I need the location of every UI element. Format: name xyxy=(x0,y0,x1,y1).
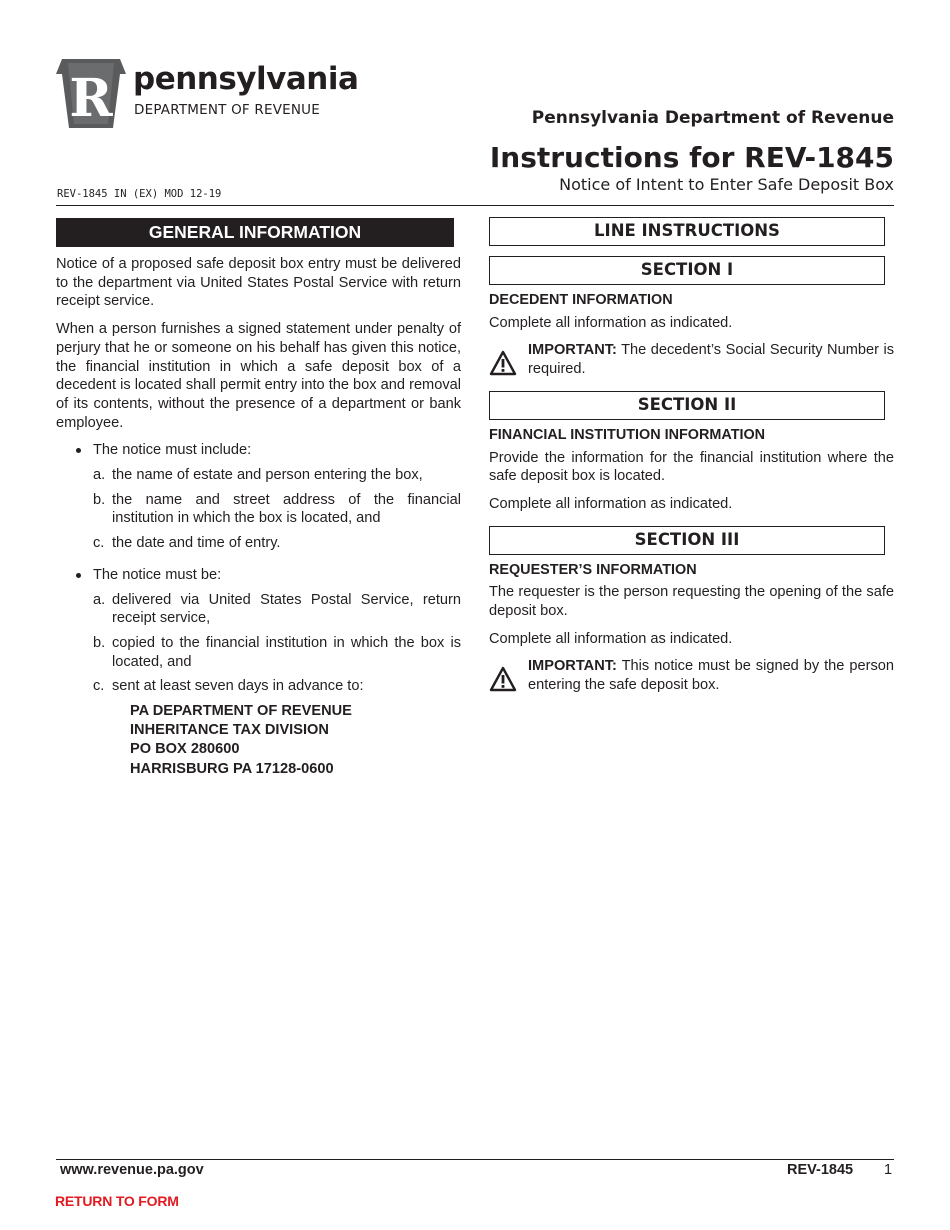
list-item xyxy=(56,491,461,528)
important-note-ssn xyxy=(489,341,894,378)
important-label: IMPORTANT: xyxy=(528,342,617,359)
page-title: Instructions for REV-1845 xyxy=(489,141,894,174)
line-instructions-heading: LINE INSTRUCTIONS xyxy=(489,217,885,246)
page-number: 1 xyxy=(884,1162,893,1178)
bullet-notice-include: The notice must include: xyxy=(56,441,461,460)
list-letter: a. xyxy=(93,591,106,608)
section-3-text-1: The requester is the person requesting the opening of the safe deposit box. xyxy=(489,584,894,620)
logo-wordmark: pennsylvania xyxy=(133,61,359,97)
address-line: HARRISBURG PA 17128-0600 xyxy=(130,760,334,777)
list-item-text: copied to the financial institution in which the box is located, and xyxy=(112,634,461,670)
warning-icon xyxy=(489,666,517,692)
important-text: The decedent’s Social Security Number is required. xyxy=(528,342,894,378)
section-3-text-2: Complete all information as indicated. xyxy=(489,630,733,647)
pa-revenue-logo xyxy=(56,59,359,129)
list-item-text: delivered via United States Postal Service, return receipt service, xyxy=(112,591,461,627)
footer-form-number: REV-1845 xyxy=(787,1162,854,1178)
section-2-text-1: Provide the information for the financial institution where the safe deposit box is located. xyxy=(489,449,894,485)
address-line: PA DEPARTMENT OF REVENUE xyxy=(130,703,352,720)
logo-subtitle: DEPARTMENT OF REVENUE xyxy=(134,102,320,118)
financial-institution-heading: FINANCIAL INSTITUTION INFORMATION xyxy=(489,426,766,443)
list-letter: a. xyxy=(93,467,106,484)
list-item xyxy=(56,591,461,628)
list-item xyxy=(56,466,461,485)
keystone-logo-icon xyxy=(56,59,126,128)
list-letter: c. xyxy=(93,535,105,552)
section-3-heading: SECTION III xyxy=(489,526,885,555)
list-letter: b. xyxy=(93,491,106,508)
decedent-information-heading: DECEDENT INFORMATION xyxy=(489,292,673,308)
list-item xyxy=(56,677,461,696)
general-information-heading: GENERAL INFORMATION xyxy=(56,218,454,247)
section-1-heading: SECTION I xyxy=(489,256,885,285)
general-paragraph-2: When a person furnishes a signed statement under penalty of perjury that he or someone on his behalf has given this notice, the financial institution in which a safe deposit box of a decedent is located shall permit entry into the box and removal of its contents, without the presence of a department or bank employee. xyxy=(56,321,461,431)
section-1-text: Complete all information as indicated. xyxy=(489,314,733,331)
requester-information-heading: REQUESTER’S INFORMATION xyxy=(489,561,697,578)
line-instructions-column xyxy=(489,217,894,695)
address-line: PO BOX 280600 xyxy=(130,741,240,758)
list-item-text: the date and time of entry. xyxy=(112,535,281,552)
page-subtitle: Notice of Intent to Enter Safe Deposit Box xyxy=(559,175,894,194)
general-information-column xyxy=(56,218,461,779)
return-to-form-link[interactable]: RETURN TO FORM xyxy=(55,1193,179,1209)
logo-letter: R xyxy=(69,68,113,128)
list-letter: c. xyxy=(93,678,105,695)
list-item-text: the name of estate and person entering the box, xyxy=(112,467,423,484)
important-label: IMPORTANT: xyxy=(528,658,617,675)
list-item xyxy=(56,534,461,553)
mailing-address xyxy=(56,702,461,779)
general-paragraph-1: Notice of a proposed safe deposit box entry must be delivered to the department via United States Postal Service with return receipt service. xyxy=(56,256,461,310)
address-line: INHERITANCE TAX DIVISION xyxy=(130,722,329,739)
list-letter: b. xyxy=(93,634,106,651)
important-note-signature xyxy=(489,657,894,694)
list-item-text: the name and street address of the financial institution in which the box is located, and xyxy=(112,491,461,527)
header-divider xyxy=(56,205,894,206)
list-item xyxy=(56,634,461,671)
form-revision-code: REV-1845 IN (EX) MOD 12-19 xyxy=(57,188,222,200)
footer-divider xyxy=(56,1159,894,1160)
section-2-text-2: Complete all information as indicated. xyxy=(489,495,733,512)
bullet-notice-must-be: The notice must be: xyxy=(56,566,461,585)
section-2-heading: SECTION II xyxy=(489,391,885,420)
important-text: This notice must be signed by the person entering the safe deposit box. xyxy=(528,658,894,694)
department-name: Pennsylvania Department of Revenue xyxy=(531,108,894,128)
footer-website: www.revenue.pa.gov xyxy=(60,1162,204,1178)
list-item-text: sent at least seven days in advance to: xyxy=(112,678,364,695)
warning-icon xyxy=(489,350,517,376)
